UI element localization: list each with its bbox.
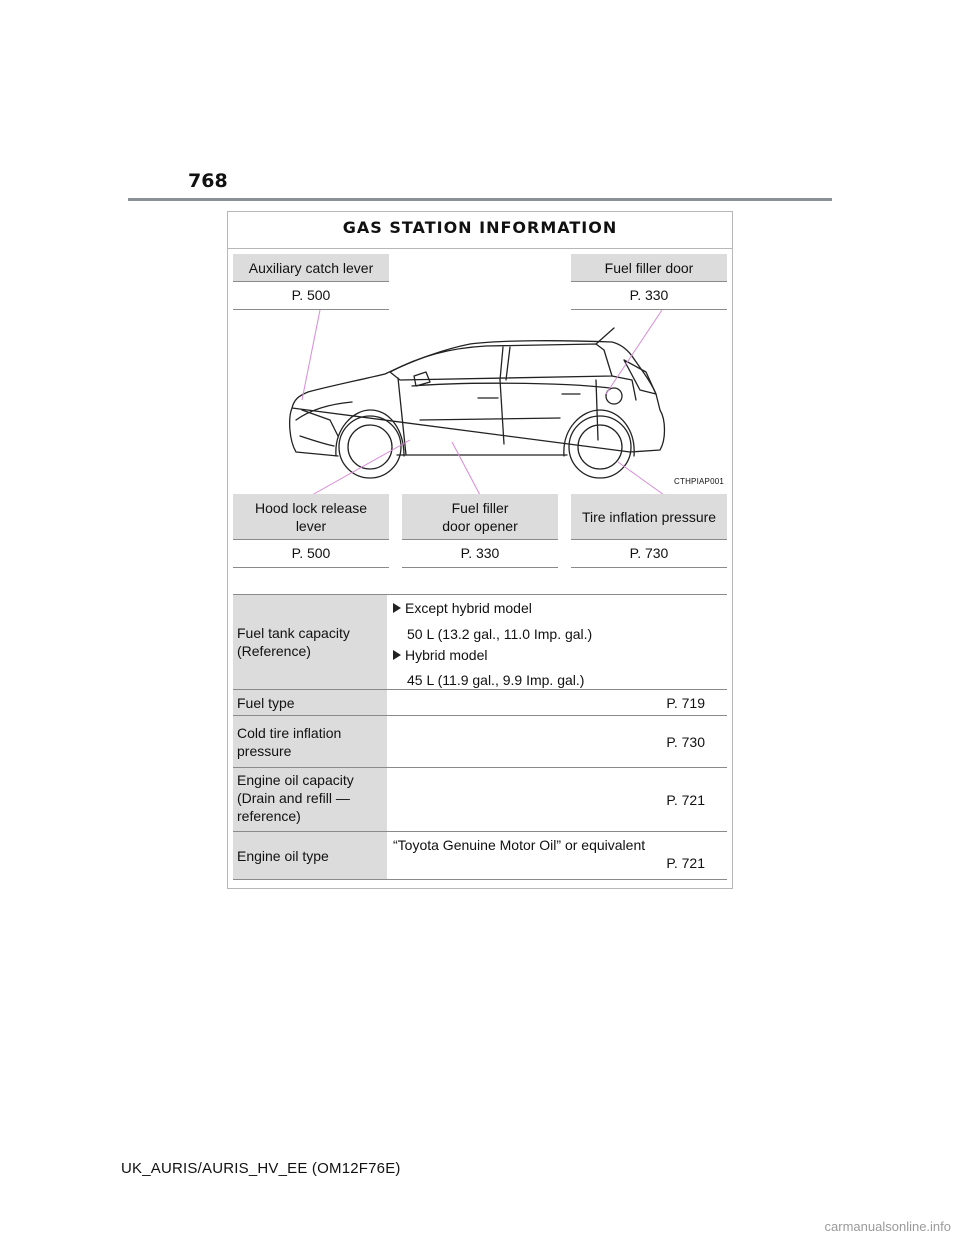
bullet-hybrid xyxy=(393,646,487,664)
fuel-tank-capacity-label: Fuel tank capacity (Reference) xyxy=(233,595,387,689)
label-fuel-filler-door-opener: Fuel filler door opener xyxy=(402,494,558,540)
label-auxiliary-catch-lever: Auxiliary catch lever xyxy=(233,254,389,282)
row-cold-tire-inflation xyxy=(233,716,727,768)
engine-oil-type-text: “Toyota Genuine Motor Oil” or equivalent xyxy=(393,837,646,853)
label-tire-inflation-pressure: Tire inflation pressure xyxy=(571,494,727,540)
section-title: GAS STATION INFORMATION xyxy=(228,212,732,249)
bullet-hybrid-text: Hybrid model xyxy=(405,647,488,663)
triangle-bullet-icon xyxy=(393,603,401,613)
cold-tire-inflation-value xyxy=(393,716,705,767)
footer-model-code: UK_AURIS/AURIS_HV_EE (OM12F76E) xyxy=(121,1160,401,1177)
label-hood-lock-release-lever: Hood lock release lever xyxy=(233,494,389,540)
ref-auxiliary-catch-lever: P. 500 xyxy=(233,282,389,310)
ref-fuel-filler-door-opener: P. 330 xyxy=(402,540,558,568)
bullet-except-hybrid-text: Except hybrid model xyxy=(405,600,532,616)
capacity-hybrid: 45 L (11.9 gal., 9.9 Imp. gal.) xyxy=(407,672,585,688)
engine-oil-type-value xyxy=(393,832,705,879)
engine-oil-capacity-value xyxy=(393,768,705,831)
bullet-except-hybrid xyxy=(393,599,532,617)
engine-oil-capacity-ref: P. 721 xyxy=(666,792,705,808)
row-engine-oil-capacity xyxy=(233,768,727,832)
engine-oil-type-label: Engine oil type xyxy=(233,832,387,879)
image-code: CTHPIAP001 xyxy=(674,477,725,486)
row-fuel-tank-capacity xyxy=(233,595,727,690)
engine-oil-capacity-label: Engine oil capacity (Drain and refill — reference) xyxy=(233,768,387,831)
triangle-bullet-icon xyxy=(393,650,401,660)
page-number: 768 xyxy=(188,170,228,192)
fuel-type-ref: P. 719 xyxy=(666,695,705,711)
watermark: carmanualsonline.info xyxy=(824,1219,951,1234)
fuel-tank-capacity-value xyxy=(393,595,705,689)
ref-fuel-filler-door: P. 330 xyxy=(571,282,727,310)
ref-tire-inflation-pressure: P. 730 xyxy=(571,540,727,568)
ref-hood-lock-release-lever: P. 500 xyxy=(233,540,389,568)
row-fuel-type xyxy=(233,690,727,716)
engine-oil-type-ref: P. 721 xyxy=(666,855,705,871)
row-engine-oil-type xyxy=(233,832,727,880)
cold-tire-inflation-label: Cold tire inflation pressure xyxy=(233,716,387,767)
label-fuel-filler-door: Fuel filler door xyxy=(571,254,727,282)
cold-tire-inflation-ref: P. 730 xyxy=(666,734,705,750)
fuel-type-value xyxy=(393,690,705,715)
capacity-except-hybrid: 50 L (13.2 gal., 11.0 Imp. gal.) xyxy=(407,626,593,642)
fuel-type-label: Fuel type xyxy=(233,690,387,715)
